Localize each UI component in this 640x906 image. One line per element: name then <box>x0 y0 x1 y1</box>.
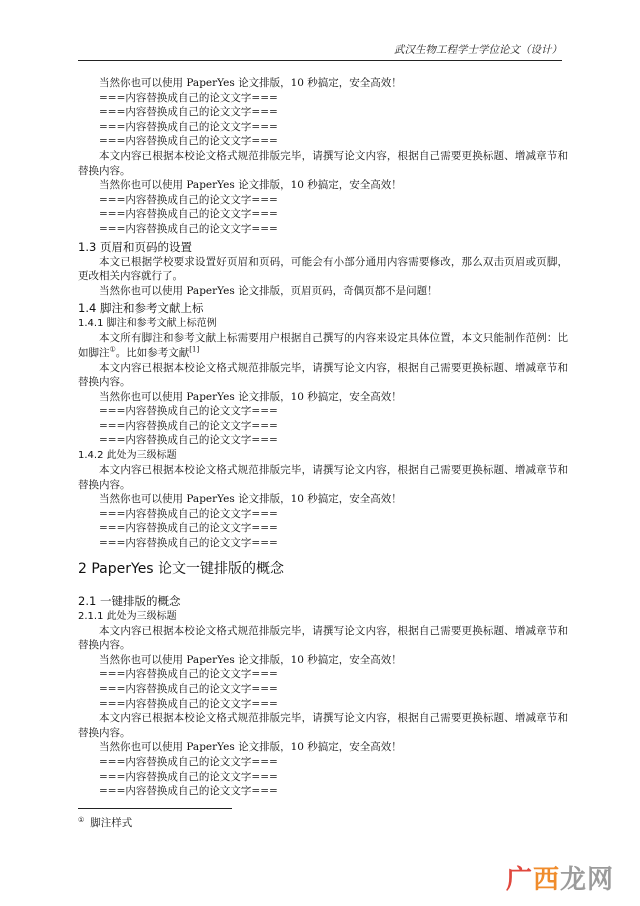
page-header <box>78 42 562 61</box>
section-heading-1-3: 1.3 页眉和页码的设置 <box>78 239 192 254</box>
watermark-char: 广 <box>505 865 533 895</box>
reference-marker[interactable]: [1] <box>189 345 200 354</box>
placeholder-line: ===内容替换成自己的论文文字=== <box>99 434 278 447</box>
paragraph: 本文已根据学校要求设置好页眉和页码，可能会有小部分通用内容需要修改，那么双击页眉或页脚，更改相关内容就行了。 <box>78 255 568 283</box>
placeholder-line: ===内容替换成自己的论文文字=== <box>99 193 278 206</box>
paragraph: 本文内容已根据本校论文格式规范排版完毕，请撰写论文内容，根据自己需要更换标题、增减章节和替换内容。 <box>78 464 568 491</box>
placeholder-line: ===内容替换成自己的论文文字=== <box>99 507 278 520</box>
placeholder-line: ===内容替换成自己的论文文字=== <box>99 683 278 695</box>
watermark-char: 西 <box>532 865 560 895</box>
placeholder-line: ===内容替换成自己的论文文字=== <box>99 106 278 119</box>
footnote <box>78 815 132 830</box>
subsection-heading-1-4-1: 1.4.1 脚注和参考文献上标范例 <box>78 318 217 330</box>
watermark-char: 龙网 <box>559 865 614 895</box>
paragraph: 当然你也可以使用 PaperYes 论文排版，10 秒搞定，安全高效！ <box>99 653 402 666</box>
paragraph: 当然你也可以使用 PaperYes 论文排版，10 秒搞定，安全高效！ <box>99 390 402 403</box>
paragraph-text: 。比如参考文献 <box>115 346 190 359</box>
subsection-heading-1-4-2: 1.4.2 此处为三级标题 <box>78 450 177 462</box>
paragraph: 本文内容已根据本校论文格式规范排版完毕，请撰写论文内容，根据自己需要更换标题、增减章节和替换内容。 <box>78 149 568 177</box>
footnote-marker[interactable]: ① <box>109 345 116 354</box>
paragraph-with-notes <box>78 331 568 360</box>
placeholder-line: ===内容替换成自己的论文文字=== <box>99 120 278 133</box>
placeholder-line: ===内容替换成自己的论文文字=== <box>99 785 278 798</box>
paragraph: 当然你也可以使用 PaperYes 论文排版，10 秒搞定，安全高效！ <box>99 741 402 754</box>
header-title: 武汉生物工程学士学位论文（设计） <box>394 44 562 56</box>
section-heading-1-4: 1.4 脚注和参考文献上标 <box>78 301 204 316</box>
paragraph: 本文内容已根据本校论文格式规范排版完毕，请撰写论文内容，根据自己需要更换标题、增减章节和替换内容。 <box>78 624 568 652</box>
paragraph: 本文内容已根据本校论文格式规范排版完毕，请撰写论文内容，根据自己需要更换标题、增减章节和替换内容。 <box>78 361 568 389</box>
placeholder-line: ===内容替换成自己的论文文字=== <box>99 537 278 550</box>
document-body <box>78 76 568 799</box>
paragraph: 当然你也可以使用 PaperYes 论文排版，10 秒搞定，安全高效！ <box>99 493 402 506</box>
placeholder-line: ===内容替换成自己的论文文字=== <box>99 697 278 710</box>
placeholder-line: ===内容替换成自己的论文文字=== <box>99 135 278 148</box>
placeholder-line: ===内容替换成自己的论文文字=== <box>99 208 278 221</box>
placeholder-line: ===内容替换成自己的论文文字=== <box>99 91 278 104</box>
placeholder-line: ===内容替换成自己的论文文字=== <box>99 522 278 535</box>
section-heading-2-1: 2.1 一键排版的概念 <box>78 593 181 608</box>
placeholder-line: ===内容替换成自己的论文文字=== <box>99 222 278 235</box>
placeholder-line: ===内容替换成自己的论文文字=== <box>99 668 278 681</box>
paragraph: 当然你也可以使用 PaperYes 论文排版，页眉页码，奇偶页都不是问题！ <box>99 284 438 297</box>
watermark-logo <box>506 859 614 896</box>
footnote-text: 脚注样式 <box>90 817 133 829</box>
paragraph-text: 本文所有脚注和参考文献上标需要用户根据自己撰写的内容来设定具体位置，本文只能制作范例：比如脚注 <box>78 332 568 359</box>
placeholder-line: ===内容替换成自己的论文文字=== <box>99 419 278 432</box>
paragraph: 本文内容已根据本校论文格式规范排版完毕，请撰写论文内容，根据自己需要更换标题、增减章节和替换内容。 <box>78 712 568 739</box>
paragraph: 当然你也可以使用 PaperYes 论文排版，10 秒搞定，安全高效！ <box>99 179 402 192</box>
placeholder-line: ===内容替换成自己的论文文字=== <box>99 770 278 783</box>
chapter-heading-2: 2 PaperYes 论文一键排版的概念 <box>78 560 285 577</box>
footnote-mark: ① <box>78 815 85 824</box>
placeholder-line: ===内容替换成自己的论文文字=== <box>99 405 278 418</box>
subsection-heading-2-1-1: 2.1.1 此处为三级标题 <box>78 610 177 622</box>
paragraph: 当然你也可以使用 PaperYes 论文排版，10 秒搞定，安全高效！ <box>99 77 402 89</box>
placeholder-line: ===内容替换成自己的论文文字=== <box>99 755 278 768</box>
footnote-divider <box>78 808 232 809</box>
